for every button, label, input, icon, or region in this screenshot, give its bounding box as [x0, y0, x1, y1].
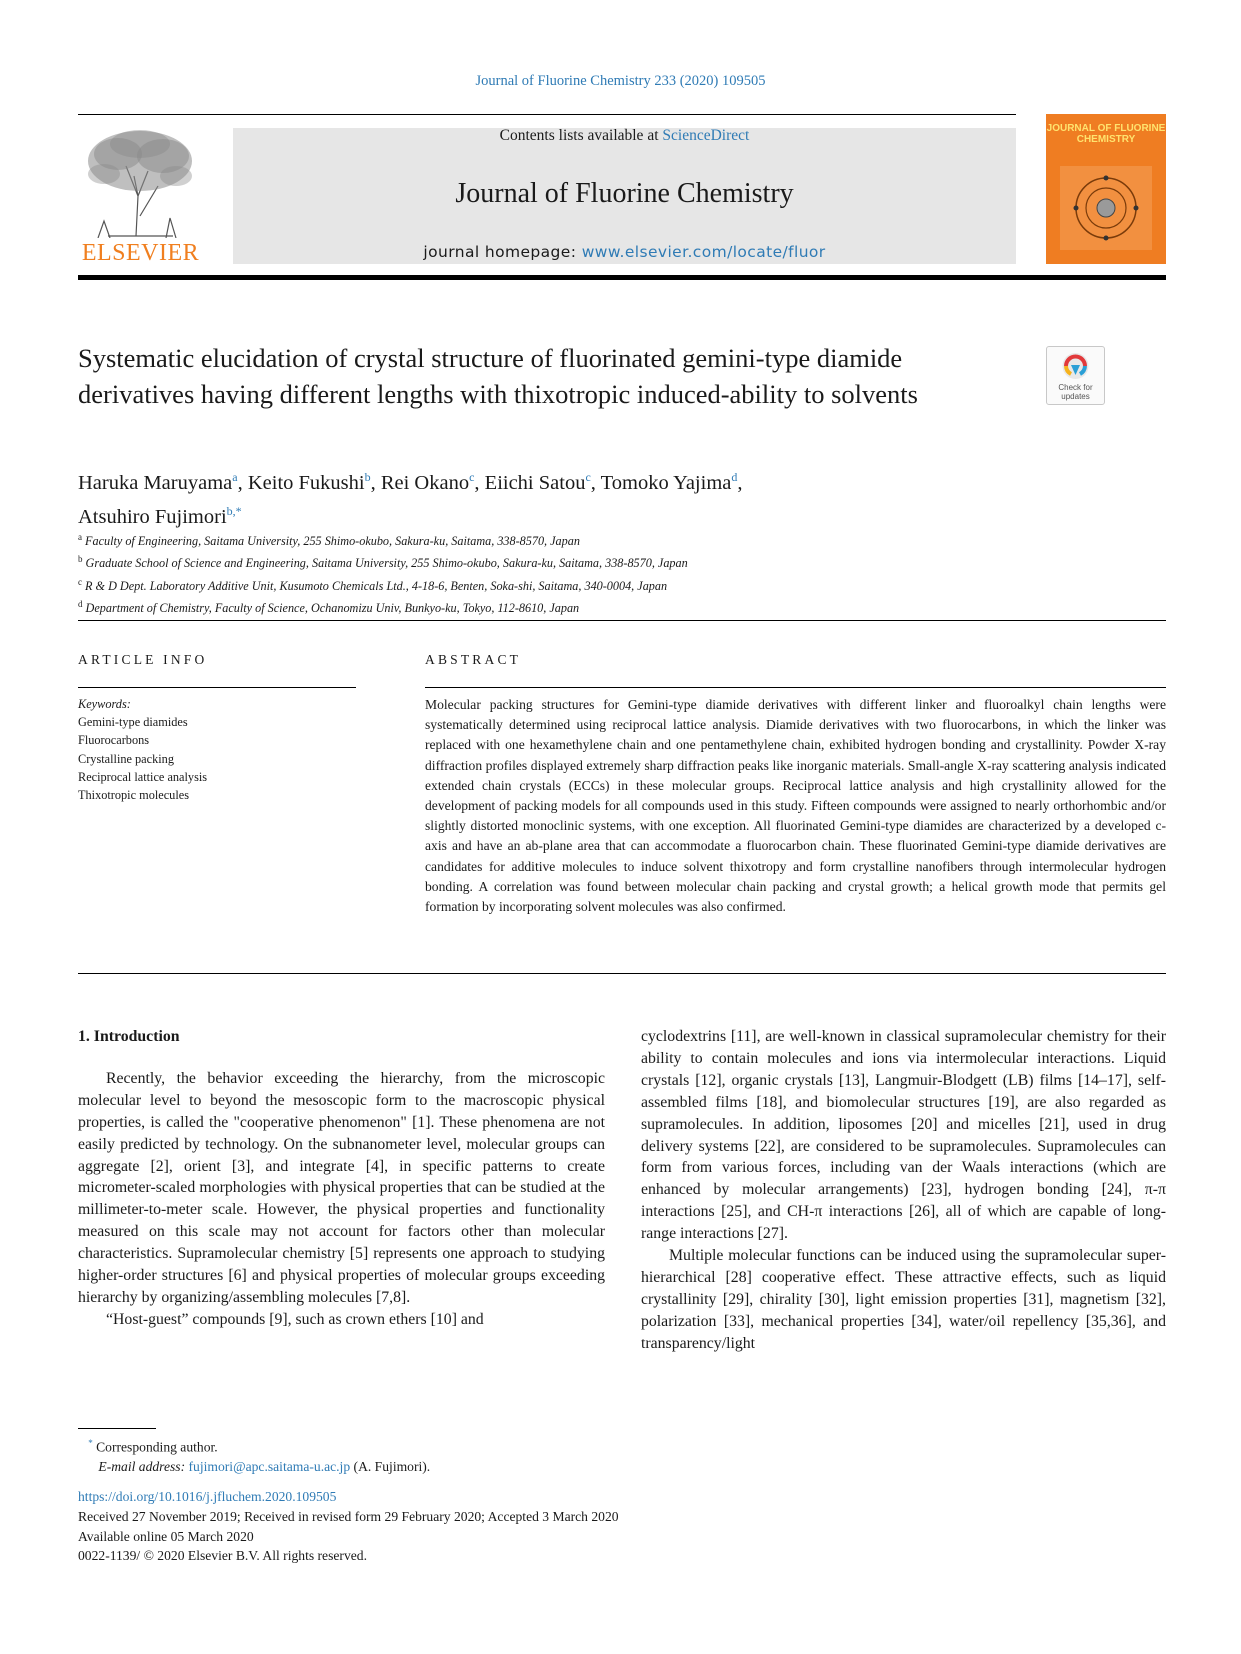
author-name: Eiichi Satou [484, 471, 586, 494]
journal-reference-link[interactable]: Journal of Fluorine Chemistry 233 (2020) 109505 [475, 73, 766, 89]
email-line [78, 1457, 778, 1477]
email-label: E-mail address: [98, 1459, 189, 1475]
received-dates: Received 27 November 2019; Received in revised form 29 February 2020; Accepted 3 March 2020 [78, 1508, 619, 1524]
affiliation-mark: c [78, 576, 82, 587]
keyword-item: Crystalline packing [78, 751, 174, 766]
author-affiliation-mark[interactable]: d [731, 470, 738, 484]
abstract-bottom-rule [78, 973, 1166, 974]
affiliation-mark: d [78, 598, 83, 609]
body-paragraph: cyclodextrins [11], are well-known in classical supramolecular chemistry for their ability to contain molecules and ions via intermolecular interactions. Liquid crystals [12], organic crystals [13], Langmuir-Blodgett (LB) films [14–17], self-assembled films [18], and biomolecular structures [19], are also regarded as supramolecules. In addition, liposomes [20] and micelles [21], used in drug delivery systems [22], are considered to be supramolecules. Supramolecules can form from various forces, including van der Waals interactions (which are enhanced by molecular arrangements) [23], hydrogen bonding [24], π-π interactions [25], and CH-π interactions [26], all of which are capable of long-range interactions [27]. [641, 1028, 1166, 1243]
crossmark-icon [1061, 352, 1090, 382]
article-footer [78, 1487, 978, 1566]
journal-homepage [233, 243, 1016, 261]
publisher-wordmark: ELSEVIER [81, 240, 200, 266]
contents-prefix: Contents lists available at [499, 127, 663, 144]
homepage-link[interactable]: www.elsevier.com/locate/fluor [581, 243, 826, 261]
author-separator: , [590, 471, 601, 494]
author-name: Rei Okano [380, 471, 470, 494]
affiliation-mark: b [78, 554, 83, 565]
author-affiliation-mark[interactable]: b,* [226, 503, 242, 518]
affiliation-text: Faculty of Engineering, Saitama University, 255 Shimo-okubo, Sakura-ku, Saitama, 338-8570, Japan [85, 534, 580, 549]
keywords-block [78, 695, 356, 804]
body-paragraph: Multiple molecular functions can be induced using the supramolecular super-hierarchical [28] cooperative effect. These attractive effects, such as liquid crystallinity [29], chirality [30], light emission properties [31], magnetism [32], polarization [33], mechanical properties [34], water/oil repellency [35,36], and transparency/light [641, 1247, 1166, 1352]
journal-title: Journal of Fluorine Chemistry [455, 178, 794, 209]
affiliation-item [78, 550, 1028, 572]
journal-cover-image [1046, 114, 1166, 264]
footnote-rule [78, 1428, 156, 1429]
keywords-label: Keywords: [78, 697, 131, 711]
body-right-column [641, 1026, 1166, 1355]
homepage-prefix: journal homepage: [423, 243, 582, 261]
affiliation-text: Graduate School of Science and Engineering, Saitama University, 255 Shimo-okubo, Sakura-ku, Saitama, 338-8570, Japan [85, 556, 688, 571]
doi-link[interactable]: https://doi.org/10.1016/j.jfluchem.2020.109505 [78, 1489, 337, 1504]
cover-title: JOURNAL OF FLUORINE CHEMISTRY [1046, 123, 1166, 145]
abstract-rule [425, 687, 1166, 688]
author-separator: , [474, 471, 485, 494]
affiliation-item [78, 595, 1028, 617]
author-separator: , [370, 471, 381, 494]
author-name: Keito Fukushi [247, 471, 365, 494]
atom-icon [1054, 162, 1158, 257]
copyright: 0022-1139/ © 2020 Elsevier B.V. All rights reserved. [78, 1548, 367, 1564]
contents-line [233, 127, 1016, 145]
keyword-item: Gemini-type diamides [78, 715, 188, 730]
author-affiliation-mark[interactable]: b [364, 470, 371, 484]
keyword-item: Fluorocarbons [78, 733, 150, 748]
available-online: Available online 05 March 2020 [78, 1528, 254, 1544]
header-thick-rule [78, 275, 1166, 280]
affiliation-text: R & D Dept. Laboratory Additive Unit, Kusumoto Chemicals Ltd., 4-18-6, Benten, Soka-shi, Saitama, 340-0004, Japan [85, 578, 668, 593]
abstract-text: Molecular packing structures for Gemini-type diamide derivatives with different linker and fluoroalkyl chain lengths were systematically determined using reciprocal lattice analysis. Diamide derivatives with two fluorocarbons, in which the linker was replaced with one hexamethylene chain and one pentamethylene chain, exhibited hydrogen bonding and crystallinity. Powder X-ray diffraction profiles displayed extremely sharp diffraction peaks like inorganic materials. Small-angle X-ray scattering analysis indicated extended chain crystals (ECCs) in these molecular groups. Reciprocal lattice analysis and high crystallinity allowed for the development of packing models for all compounds used in this study. Fifteen compounds were assigned to nearly orthorhombic and/or slightly distorted monoclinic systems, with one exception. All fluorinated Gemini-type diamides are characterized by a developed c-axis and have an ab-plane area that can accommodate a fluorocarbon chain. These fluorinated Gemini-type diamide derivatives are candidates for additive molecules to induce solvent thixotropy and form crystalline nanofibers through intermolecular hydrogen bonding. A correlation was found between molecular chain packing and crystal growth; a helical growth mode that permits gel formation by incorporating solvent molecules was also confirmed. [425, 697, 1166, 915]
keyword-item: Thixotropic molecules [78, 788, 189, 803]
author-separator: , [737, 471, 743, 494]
sciencedirect-link[interactable]: ScienceDirect [662, 127, 750, 144]
section-rule [78, 620, 1166, 621]
header-rule [78, 114, 1016, 115]
author-affiliation-mark[interactable]: c [585, 470, 591, 484]
author-name: Haruka Maruyama [78, 471, 233, 494]
abstract-heading: ABSTRACT [425, 652, 522, 667]
body-left-column [78, 1026, 605, 1331]
author-affiliation-mark[interactable]: c [469, 470, 475, 484]
author-name: Tomoko Yajima [600, 471, 732, 494]
article-info-rule [78, 687, 356, 688]
article-info-heading: ARTICLE INFO [78, 652, 208, 667]
affiliation-text: Department of Chemistry, Faculty of Science, Ochanomizu Univ, Bunkyo-ku, Tokyo, 112-8610, Japan [85, 600, 580, 615]
email-suffix: (A. Fujimori). [350, 1459, 431, 1475]
author-list [78, 463, 1028, 531]
email-link[interactable]: fujimori@apc.saitama-u.ac.jp [188, 1459, 351, 1475]
author-affiliation-mark[interactable]: a [232, 470, 238, 484]
check-for-updates-button[interactable] [1046, 346, 1105, 405]
affiliation-mark: a [78, 532, 82, 542]
section-heading: 1. Introduction [78, 1028, 180, 1045]
footnote [78, 1434, 778, 1477]
affiliation-item [78, 573, 1028, 595]
article-title: Systematic elucidation of crystal structure of fluorinated gemini-type diamide derivatives having different lengths with thixotropic induced-ability to solvents [78, 343, 918, 409]
author-separator: , [237, 471, 248, 494]
author-name: Atsuhiro Fujimori [78, 505, 227, 528]
corresponding-author-note: * Corresponding author. [88, 1438, 218, 1455]
body-paragraph: Recently, the behavior exceeding the hierarchy, from the microscopic molecular level to beyond the mesoscopic form to the macroscopic physical properties, is called the "cooperative phenomenon" [1]. These phenomena are not easily predicted by technology. On the subnanometer level, molecular groups can aggregate [2], orient [3], and integrate [4], in specific patterns to create micrometer-scaled morphologies with physical properties that can be studied at the millimeter-to-meter scale. However, the physical properties and functionality measured on this scale may not account for factors other than molecular characteristics. Supramolecular chemistry [5] represents one approach to studying higher-order structures [6] and physical properties of molecular groups exceeding hierarchy by organizing/assembling molecules [7,8]. [78, 1069, 605, 1306]
body-paragraph: “Host-guest” compounds [9], such as crown ethers [10] and [106, 1310, 484, 1328]
affiliation-item [78, 528, 1028, 550]
affiliation-list [78, 528, 1028, 617]
crossmark-label: Check for updates [1058, 383, 1093, 401]
keyword-item: Reciprocal lattice analysis [78, 769, 208, 784]
corresponding-text: Corresponding author. [96, 1439, 218, 1455]
